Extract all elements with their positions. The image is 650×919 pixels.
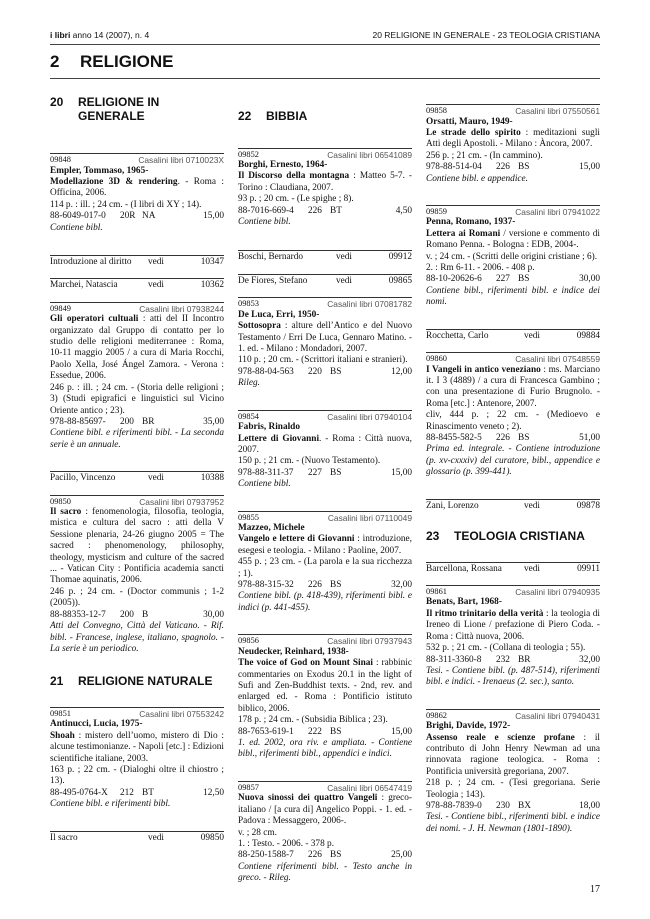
section-number: 20	[50, 95, 64, 109]
binding-code: BS	[330, 726, 342, 737]
isbn: 978-88-311-37	[238, 467, 294, 478]
xref-name: Introduzione al diritto	[50, 256, 132, 267]
isbn: 978-88-514-04	[426, 162, 482, 173]
entry-title: Il ritmo trinitario della verità	[426, 608, 544, 619]
binding-code: BR	[518, 654, 531, 665]
entry-title-block	[238, 434, 412, 457]
journal-name: i libri	[50, 30, 71, 40]
entry-imprint: : alture dell’Antico e del Nuovo Testamento / Erri De Luca, Gennaro Matino. - 1. ed. - Milano : Mondadori, 2007.	[238, 321, 412, 354]
section-title: RELIGIONE IN GENERALE	[78, 95, 160, 123]
entry-09851	[50, 707, 224, 811]
xref-name: Zani, Lorenzo	[426, 500, 479, 511]
entry-title-block	[426, 609, 600, 643]
class-code: 226	[496, 162, 510, 173]
entry-note: Atti del Convegno, Città del Vaticano. - Rif. bibl. - Francese, inglese, italiano, spagnolo. - La serie è un periodico.	[50, 621, 224, 654]
entry-title-block	[426, 128, 600, 151]
xref-id: 10362	[200, 280, 224, 291]
binding-code: BR	[142, 416, 155, 427]
entry-description: 218 p. ; 24 cm. - (Tesi gregoriana. Serie Teologia ; 143).	[426, 778, 600, 800]
entry-title-block	[238, 658, 412, 715]
entry-number: 09850	[50, 496, 71, 506]
xref-see: vedi	[148, 280, 165, 291]
entry-title-block	[426, 733, 600, 779]
entry-title: Vangelo e lettere di Giovanni	[238, 534, 355, 545]
entry-number: 09852	[238, 149, 259, 159]
isbn: 88-311-3360-8	[426, 654, 482, 665]
entry-note: Contiene bibl.	[238, 217, 291, 228]
entry-isbn-line	[238, 206, 412, 217]
isbn: 88-8455-582-5	[426, 433, 482, 444]
header-rule	[50, 44, 600, 45]
entry-title: I Vangeli in antico veneziano	[426, 364, 541, 375]
entry-author: Empler, Tommaso, 1965-	[50, 165, 149, 176]
isbn: 978-88-85697-	[50, 416, 106, 427]
xref-pacillo	[50, 471, 224, 484]
entry-09861	[426, 585, 600, 689]
publisher-code: Casalini libri 07938244	[139, 303, 224, 314]
xref-id: 09850	[200, 832, 224, 843]
entry-description: 178 p. ; 24 cm. - (Subsidia Biblica ; 23).	[238, 715, 388, 726]
entry-09855	[238, 511, 412, 615]
publisher-code: Casalini libri 0710023X	[138, 155, 224, 165]
class-code: 222	[308, 726, 322, 737]
entry-description: 246 p. : ill. ; 24 cm. - (Storia delle religioni ; 3) (Studi epigrafici e linguistici sul Vicino Oriente antico ; 23).	[50, 382, 224, 416]
entry-description: 150 p. ; 21 cm. - (Nuovo Testamento).	[238, 456, 381, 467]
entry-description: 256 p. ; 21 cm. - (In cammino).	[426, 150, 543, 161]
entry-09852	[238, 148, 412, 229]
entry-imprint: . - Roma : Città nuova, 2007.	[238, 433, 412, 455]
entry-title: Lettere di Giovanni	[238, 433, 320, 444]
price: 15,00	[579, 162, 600, 173]
xref-name: De Fiores, Stefano	[238, 275, 308, 286]
entry-09856	[238, 634, 412, 761]
class-code: 227	[496, 274, 510, 285]
publisher-code: Casalini libri 07081782	[327, 299, 412, 310]
entry-imprint: : meditazioni sugli Atti degli Apostoli. - Milano : Àncora, 2007.	[426, 127, 600, 150]
isbn: 978-88-04-563	[238, 366, 294, 377]
entry-title: Sottosopra	[238, 321, 281, 332]
entry-title-block	[426, 229, 600, 252]
entry-description: 246 p. ; 24 cm. - (Doctor communis ; 1-2 (2005)).	[50, 586, 224, 609]
entry-author: Benats, Bart, 1968-	[426, 597, 502, 608]
entry-imprint: / versione e commento di Romano Penna. - Bologna : EDB, 2004-.	[426, 228, 600, 251]
column-2	[238, 84, 412, 885]
section-title: TEOLOGIA CRISTIANA	[454, 529, 585, 544]
entry-09853	[238, 297, 412, 389]
entry-number: 09860	[426, 354, 447, 364]
binding-code: BS	[518, 274, 530, 285]
xref-id: 09912	[388, 252, 412, 263]
price: 15,00	[391, 467, 412, 478]
price: 35,00	[203, 416, 224, 427]
xref-de-fiores	[238, 274, 412, 287]
entry-09850	[50, 495, 224, 656]
entry-author: Brighi, Davide, 1972-	[426, 721, 511, 732]
price: 30,00	[579, 274, 600, 285]
entry-title: Modellazione 3D & rendering	[50, 176, 178, 187]
publisher-code: Casalini libri 06541089	[327, 149, 412, 160]
column-3	[426, 84, 600, 835]
entry-volume: 2. : Rm 6-11. - 2006. - 408 p.	[426, 263, 535, 274]
isbn: 88-88353-12-7	[50, 609, 106, 620]
entry-isbn-line	[238, 850, 412, 861]
entry-description: v. ; 28 cm.	[238, 827, 277, 838]
entry-description: 455 p. ; 23 cm. - (La parola e la sua ricchezza ; 1).	[238, 557, 412, 579]
xref-id: 10347	[200, 256, 224, 267]
class-code: 227	[308, 467, 322, 478]
entry-note: Contiene bibl.	[50, 222, 103, 233]
xref-id: 09878	[576, 500, 600, 511]
section-number: 23	[426, 529, 440, 544]
entry-note: Tesi. - Contiene bibl., riferimenti bibl. e indice dei nomi. - J. H. Newman (1801-1890).	[426, 812, 600, 834]
entry-author: Penna, Romano, 1937-	[426, 217, 516, 228]
xref-introduzione-al-diritto	[50, 255, 224, 268]
entry-isbn-line	[238, 727, 412, 738]
entry-id-line	[426, 711, 600, 722]
xref-name: Il sacro	[50, 832, 78, 843]
issue-info: anno 14 (2007), n. 4	[70, 30, 150, 40]
price: 30,00	[203, 609, 224, 620]
entry-title-block	[50, 731, 224, 765]
entry-author: Borghi, Ernesto, 1964-	[238, 160, 328, 170]
entry-title-block	[426, 365, 600, 411]
binding-code: NA	[142, 211, 156, 222]
entry-title-block	[238, 171, 412, 194]
publisher-code: Casalini libri 06547419	[327, 782, 412, 793]
binding-code: BT	[330, 205, 342, 216]
xref-boschi	[238, 250, 412, 263]
entry-imprint: : rabbinic commentaries on Exodus 20.1 in the light of Sufi and Zen-Buddhist texts. - 2nd, rev. and enlarged ed. - Roma : Pontificio istituto biblico, 2006.	[238, 658, 412, 714]
isbn: 978-88-7839-0	[426, 801, 482, 812]
entry-title: Il sacro	[50, 507, 82, 518]
binding-code: BT	[142, 787, 154, 798]
entry-description: v. ; 24 cm. - (Scritti delle origini cristiane ; 6).	[426, 251, 598, 262]
price: 18,00	[579, 801, 600, 812]
part-title: RELIGIONE	[80, 52, 174, 71]
isbn: 88-10-20626-6	[426, 274, 482, 285]
publisher-code: Casalini libri 07940431	[515, 710, 600, 721]
publisher-code: Casalini libri 07937943	[327, 636, 412, 647]
entry-title: Shoah	[50, 730, 75, 741]
entry-note: Rileg.	[238, 378, 260, 389]
section-heading-20	[50, 96, 224, 123]
entry-isbn-line	[238, 580, 412, 591]
entry-note: Tesi. - Contiene bibl. (p. 487-514), riferimenti bibl. e indici. - Irenaeus (2. sec.), santo.	[426, 665, 600, 688]
entry-imprint: : fenomenologia, filosofia, teologia, mistica e cultura del sacro : atti della V Sessione plenaria, 24-26 giugno 2005 = The sacred : phenomenology, philosophy, theology, mysticism and culture of the sacred ... - Vatican City : Pontificia academia sancti Thomae aquinatis, 2006.	[50, 507, 224, 586]
entry-id-line	[50, 709, 224, 720]
part-heading	[50, 52, 174, 72]
entry-id-line	[238, 513, 412, 524]
publisher-code: Casalini libri 07553242	[139, 708, 224, 719]
section-heading-22	[238, 110, 412, 124]
price: 12,00	[391, 366, 412, 377]
entry-title: The voice of God on Mount Sinai	[238, 658, 374, 669]
entry-volume: 1. : Testo. - 2006. - 378 p.	[238, 838, 335, 849]
entry-number: 09849	[50, 303, 71, 313]
class-code: 232	[496, 654, 510, 665]
entry-imprint: : Matteo 5-7. - Torino : Claudiana, 2007.	[238, 171, 412, 193]
entry-title-block	[50, 507, 224, 587]
entry-note: Contiene bibl. e riferimenti bibl.	[50, 799, 171, 810]
entry-title: Gli operatori cultuali	[50, 314, 139, 325]
running-header-left	[50, 30, 149, 40]
entry-author: De Luca, Erri, 1950-	[238, 309, 320, 320]
entry-number: 09848	[50, 155, 71, 164]
entry-09859	[426, 205, 600, 309]
entry-id-line	[50, 304, 224, 315]
entry-isbn-line	[238, 468, 412, 479]
binding-code: BS	[330, 850, 342, 861]
entry-imprint: : atti del II Incontro organizzato dal Gruppo di contatto per lo studio delle religioni mediterranee : Roma, 10-11 maggio 2005 / a cura di Maria Rocchi, Paolo Xella, José Ángel Zamora. - Verona : Essedue, 2006.	[50, 314, 225, 382]
entry-title-block	[238, 534, 412, 557]
entry-09858	[426, 104, 600, 185]
entry-title: Nuova sinossi dei quattro Vangeli	[238, 793, 378, 804]
entry-imprint: : la teologia di Ireneo di Lione / prefazione di Piero Coda. - Roma : Città nuova, 2006.	[426, 608, 600, 642]
xref-name: Marchei, Natascia	[50, 280, 118, 291]
class-code: 20R	[120, 211, 136, 222]
entry-title: Assenso reale e scienze profane	[426, 732, 575, 743]
xref-see: vedi	[148, 832, 165, 843]
xref-il-sacro	[50, 831, 224, 844]
column-1	[50, 84, 224, 844]
entry-note: Contiene bibl. e appendice.	[426, 173, 528, 184]
binding-code: BX	[518, 801, 531, 812]
xref-marchei	[50, 278, 224, 291]
binding-code: B	[142, 609, 149, 620]
entry-isbn-line	[426, 655, 600, 666]
xref-see: vedi	[524, 500, 541, 511]
page-number: 17	[590, 884, 600, 895]
entry-title: Il Discorso della montagna	[238, 171, 350, 182]
entry-id-line	[238, 412, 412, 423]
entry-isbn-line	[426, 162, 600, 173]
xref-id: 10388	[200, 473, 224, 484]
entry-author: Neudecker, Reinhard, 1938-	[238, 646, 349, 657]
entry-number: 09861	[426, 586, 447, 596]
entry-imprint: : introduzione, esegesi e teologia. - Milano : Paoline, 2007.	[238, 534, 412, 556]
entry-id-line	[238, 150, 412, 161]
class-code: 200	[120, 609, 134, 620]
section-number: 21	[50, 674, 64, 689]
entry-title: Lettera ai Romani	[426, 228, 501, 239]
isbn: 88-250-1588-7	[238, 850, 294, 861]
entry-note: Contiene bibl.	[238, 479, 291, 490]
entry-description: 163 p. ; 22 cm. - (Dialoghi oltre il chiostro ; 13).	[50, 764, 224, 787]
entry-author: Fabris, Rinaldo	[238, 422, 300, 433]
xref-rocchetta	[426, 329, 600, 342]
binding-code: BS	[330, 467, 342, 478]
entry-author: Antinucci, Lucia, 1975-	[50, 719, 143, 730]
isbn: 88-495-0764-X	[50, 787, 108, 798]
publisher-code: Casalini libri 07940104	[327, 411, 412, 422]
entry-title-block	[50, 314, 224, 382]
entry-09857	[238, 781, 412, 885]
xref-see: vedi	[336, 252, 353, 263]
entry-09860	[426, 352, 600, 479]
entry-isbn-line	[426, 274, 600, 285]
class-code: 226	[308, 850, 322, 861]
entry-id-line	[426, 207, 600, 218]
price: 32,00	[391, 580, 412, 591]
class-code: 226	[308, 205, 322, 216]
entry-imprint: : il contributo di John Henry Newman ad una rinnovata ragione teologica. - Roma : Pontificia università gregoriana, 2007.	[426, 732, 601, 777]
entry-imprint: : ms. Marciano it. I 3 (4889) / a cura di Francesca Gambino ; con una presentazione di Furio Brugnolo. - Roma [etc.] : Antenore, 2007.	[426, 364, 600, 409]
entry-isbn-line	[426, 433, 600, 444]
entry-number: 09855	[238, 512, 259, 522]
section-heading-23	[426, 530, 600, 544]
binding-code: BS	[518, 162, 530, 173]
price: 15,00	[203, 211, 224, 222]
entry-title-block	[50, 177, 224, 200]
entry-isbn-line	[426, 801, 600, 812]
entry-note: Contiene bibl. (p. 418-439), riferimenti bibl. e indici (p. 441-455).	[238, 591, 412, 613]
entry-description: 110 p. ; 20 cm. - (Scrittori italiani e stranieri).	[238, 355, 408, 366]
price: 12,50	[203, 787, 224, 798]
xref-name: Boschi, Bernardo	[238, 252, 304, 263]
entry-number: 09853	[238, 299, 259, 309]
binding-code: BS	[330, 580, 342, 591]
entry-note: Contiene riferimenti bibl. - Testo anche in greco. - Rileg.	[238, 861, 412, 884]
class-code: 226	[496, 433, 510, 444]
entry-description: 114 p. : ill. ; 24 cm. - (I libri di XY ; 14).	[50, 199, 202, 210]
isbn: 88-7016-669-4	[238, 205, 294, 216]
binding-code: BS	[518, 433, 530, 444]
entry-imprint: . - Roma : Officina, 2006.	[50, 176, 224, 199]
xref-name: Pacillo, Vincenzo	[50, 473, 116, 484]
entry-number: 09856	[238, 636, 259, 646]
entry-note: Contiene bibl. e riferimenti bibl. - La seconda serie è un annuale.	[50, 428, 224, 450]
entry-number: 09858	[426, 106, 447, 115]
xref-see: vedi	[524, 330, 541, 341]
part-number: 2	[50, 52, 60, 71]
entry-number: 09851	[50, 708, 71, 718]
publisher-code: Casalini libri 07941022	[515, 206, 600, 217]
publisher-code: Casalini libri 07940935	[515, 586, 600, 597]
entry-isbn-line	[50, 788, 224, 799]
entry-id-line	[426, 354, 600, 365]
price: 32,00	[579, 654, 600, 665]
entry-description: cliv, 444 p. ; 22 cm. - (Medioevo e Rinascimento veneto ; 2).	[426, 410, 600, 432]
xref-see: vedi	[336, 275, 353, 286]
entry-isbn-line	[50, 610, 224, 621]
xref-name: Rocchetta, Carlo	[426, 330, 489, 341]
entry-09854	[238, 410, 412, 491]
entry-id-line	[50, 155, 224, 166]
entry-isbn-line	[50, 211, 224, 222]
entry-author: Orsatti, Mauro, 1949-	[426, 116, 513, 127]
entry-09862	[426, 709, 600, 836]
entry-id-line	[238, 636, 412, 647]
part-rule	[50, 78, 600, 79]
entry-description: 93 p. ; 20 cm. - (Le spighe ; 8).	[238, 194, 354, 205]
entry-number: 09859	[426, 206, 447, 216]
entry-id-line	[426, 587, 600, 598]
xref-zani	[426, 499, 600, 512]
section-title: BIBBIA	[266, 109, 308, 123]
entry-09848	[50, 153, 224, 234]
xref-barcellona	[426, 562, 600, 575]
class-code: 230	[496, 801, 510, 812]
entry-number: 09862	[426, 710, 447, 720]
publisher-code: Casalini libri 07937952	[139, 496, 224, 507]
entry-description: 532 p. ; 21 cm. - (Collana di teologia ; 55).	[426, 643, 586, 654]
xref-id: 09865	[388, 275, 412, 286]
section-number: 22	[238, 109, 252, 123]
entry-imprint: : mistero dell’uomo, mistero di Dio : alcune testimonianze. - Napoli [etc.] : Edizioni scientifiche italiane, 2003.	[50, 730, 224, 764]
isbn: 88-7653-619-1	[238, 726, 294, 737]
xref-see: vedi	[148, 473, 165, 484]
section-title: RELIGIONE NATURALE	[78, 674, 213, 689]
xref-see: vedi	[148, 256, 165, 267]
section-heading-21	[50, 675, 224, 689]
isbn: 88-6049-017-0	[50, 211, 106, 222]
publisher-code: Casalini libri 07548559	[515, 354, 600, 365]
xref-name: Barcellona, Rossana	[426, 563, 502, 574]
entry-imprint: : greco-italiano / [a cura di] Angelico Poppi. - 1. ed. - Padova : Messaggero, 2006-.	[238, 793, 412, 827]
entry-isbn-line	[238, 367, 412, 378]
entry-author: Mazzeo, Michele	[238, 523, 305, 534]
entry-09849	[50, 302, 224, 451]
price: 4,50	[395, 205, 412, 216]
xref-id: 09884	[576, 330, 600, 341]
entry-title-block	[238, 793, 412, 827]
entry-number: 09854	[238, 411, 259, 421]
entry-id-line	[426, 106, 600, 117]
entry-id-line	[238, 299, 412, 310]
entry-note: 1. ed. 2002, ora riv. e ampliata. - Contiene bibl., riferimenti bibl., appendici e indici.	[238, 738, 412, 760]
entry-note: Prima ed. integrale. - Contiene introduzione (p. xv-cxxxiv) del curatore, bibl., appendice e glossario (p. 399-441).	[426, 444, 600, 478]
price: 25,00	[391, 850, 412, 861]
publisher-code: Casalini libri 07110049	[327, 512, 412, 523]
entry-title-block	[238, 321, 412, 355]
entry-isbn-line	[50, 417, 224, 428]
class-code: 226	[308, 580, 322, 591]
xref-see: vedi	[524, 563, 541, 574]
running-header-right: 20 RELIGIONE IN GENERALE - 23 TEOLOGIA CRISTIANA	[372, 30, 600, 40]
xref-id: 09911	[577, 563, 600, 574]
publisher-code: Casalini libri 07550561	[515, 106, 600, 116]
class-code: 200	[120, 416, 134, 427]
class-code: 212	[120, 787, 134, 798]
price: 15,00	[391, 726, 412, 737]
class-code: 220	[308, 366, 322, 377]
price: 51,00	[579, 433, 600, 444]
entry-number: 09857	[238, 782, 259, 792]
isbn: 978-88-315-32	[238, 580, 294, 591]
binding-code: BS	[330, 366, 342, 377]
entry-note: Contiene bibl., riferimenti bibl. e indice dei nomi.	[426, 285, 600, 308]
entry-id-line	[50, 497, 224, 508]
entry-title: Le strade dello spirito	[426, 127, 521, 138]
entry-id-line	[238, 783, 412, 794]
